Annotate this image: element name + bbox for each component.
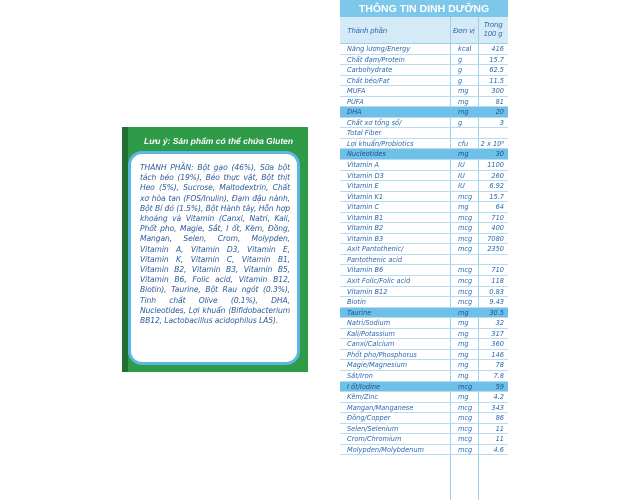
nutrient-name: Vitamin D3 — [347, 171, 384, 180]
nutrient-name: Chất xơ tổng số/ — [347, 118, 402, 127]
nutrient-unit: mcg — [458, 287, 473, 296]
ingredients-box — [128, 151, 300, 365]
nutrition-row — [340, 149, 508, 160]
nutrition-row — [340, 265, 508, 276]
nutrient-unit: mg — [458, 87, 469, 96]
nutrient-name: Mangan/Manganese — [347, 403, 414, 412]
nutrient-unit: IU — [458, 161, 465, 170]
nutrient-value: 300 — [491, 87, 504, 96]
nutrition-row — [340, 97, 508, 108]
nutrient-name: Vitamin B2 — [347, 224, 384, 233]
nutrition-row — [340, 171, 508, 182]
nutrition-row — [340, 192, 508, 203]
nutrient-unit: mcg — [458, 403, 473, 412]
nutrient-name: Vitamin C — [347, 203, 380, 212]
nutrient-name: PUFA — [347, 97, 364, 106]
nutrient-unit: mcg — [458, 192, 473, 201]
nutrient-unit: mcg — [458, 298, 473, 307]
nutrient-value: 0.83 — [489, 287, 504, 296]
nutrient-name: Total Fiber — [347, 129, 382, 138]
nutrient-unit: g — [458, 118, 463, 127]
nutrient-name: Vitamin B1 — [347, 213, 384, 222]
nutrient-value: 15.7 — [489, 192, 504, 201]
nutrition-row — [340, 403, 508, 414]
nutrition-table — [340, 0, 508, 500]
nutrient-value: 146 — [491, 350, 504, 359]
nutrition-row — [340, 318, 508, 329]
gluten-warning: Lưu ý: Sản phẩm có thể chứa Gluten — [144, 136, 294, 146]
nutrient-value: 710 — [491, 266, 504, 275]
nutrition-row — [340, 55, 508, 66]
nutrition-row — [340, 308, 508, 319]
nutrient-name: Vitamin K1 — [347, 192, 384, 201]
nutrition-row — [340, 371, 508, 382]
nutrition-row — [340, 234, 508, 245]
nutrition-row — [340, 44, 508, 55]
ingredients-panel — [122, 127, 308, 372]
nutrition-row — [340, 213, 508, 224]
nutrient-value: 2 x 10⁸ — [480, 139, 504, 148]
nutrient-unit: kcal — [458, 45, 472, 53]
nutrient-name: Lợi khuẩn/Probiotics — [347, 139, 414, 148]
nutrient-value: 343 — [491, 403, 504, 412]
nutrition-row — [340, 360, 508, 371]
nutrition-header-row — [340, 17, 508, 44]
nutrition-row — [340, 255, 508, 266]
nutrient-name: Vitamin B6 — [347, 266, 384, 275]
nutrient-name: Selen/Selenium — [347, 424, 399, 433]
nutrient-unit: mcg — [458, 234, 473, 243]
nutrition-row — [340, 382, 508, 393]
nutrient-value: 86 — [495, 414, 504, 423]
nutrient-unit: g — [458, 66, 463, 75]
nutrient-value: 7080 — [487, 234, 504, 243]
nutrient-unit: mg — [458, 371, 469, 380]
nutrient-value: 710 — [491, 213, 504, 222]
nutrition-row — [340, 76, 508, 87]
nutrient-name: DHA — [347, 108, 362, 117]
nutrient-unit: cfu — [458, 139, 469, 148]
nutrient-name: Taurine — [347, 308, 372, 317]
nutrient-value: 3 — [499, 118, 504, 127]
nutrient-name: Vitamin B3 — [347, 234, 384, 243]
nutrient-value: 260 — [491, 171, 504, 180]
nutrition-row — [340, 202, 508, 213]
nutrition-row — [340, 445, 508, 456]
nutrient-value: 32 — [495, 319, 504, 328]
nutrient-name: Pantothenic acid — [347, 255, 403, 264]
nutrient-name: Vitamin B12 — [347, 287, 388, 296]
nutrient-unit: mg — [458, 393, 469, 402]
nutrient-unit: mcg — [458, 435, 473, 444]
nutrient-name: Đồng/Copper — [347, 414, 391, 423]
nutrient-name: Vitamin E — [347, 182, 379, 191]
nutrient-unit: mcg — [458, 277, 473, 286]
header-name: Thành phần — [347, 26, 388, 35]
nutrition-title: THÔNG TIN DINH DƯỠNG — [340, 0, 508, 17]
nutrient-value: 30.5 — [489, 308, 504, 317]
nutrient-value: 30 — [495, 150, 504, 159]
nutrient-name: Nucleotides — [347, 150, 386, 159]
nutrient-name: Magie/Magnesium — [347, 361, 408, 370]
nutrition-row — [340, 287, 508, 298]
nutrition-row — [340, 128, 508, 139]
nutrient-value: 4.6 — [493, 445, 504, 454]
nutrient-unit: mcg — [458, 213, 473, 222]
nutrient-value: 62.5 — [489, 66, 504, 75]
nutrient-value: 6.92 — [489, 182, 504, 191]
nutrient-unit: mg — [458, 308, 469, 317]
nutrition-rows — [340, 44, 508, 455]
nutrient-name: Kali/Potassium — [347, 329, 395, 338]
nutrition-row — [340, 160, 508, 171]
nutrient-name: Vitamin A — [347, 161, 380, 170]
nutrient-unit: mcg — [458, 445, 473, 454]
nutrient-name: Canxi/Calcium — [347, 340, 395, 349]
nutrient-unit: mcg — [458, 266, 473, 275]
nutrient-unit: mcg — [458, 424, 473, 433]
ingredients-text: THÀNH PHẦN: Bột gạo (46%), Sữa bột tách béo (19%), Béo thực vật, Bột thịt Heo (5%), Sucrose, Maltodextrin, Chất xơ hòa tan (FOS/Inulin), Đạm đậu nành, Bột Bí đỏ (1.5%), Bột Hành tây, Hỗn hợp khoáng và Vitamin (Canxi, Natri, Kali, Phốt pho, Magie, Sắt, I ốt, Kẽm, Đồng, Mangan, Selen, Crom, Molypden, Vitamin A, Vitamin D3, Vitamin E, Vitamin K, Vitamin C, Vitamin B1, Vitamin B2, Vitamin B3, Vitamin B5, Vitamin B6, Folic acid, Vitamin B12, Biotin), Taurine, Bột Rau ngót (0.3%), Tinh chất Olive (0.1%), DHA, Nucleotides, Lợi khuẩn (Bifidobacterium BB12, Lactobacillus acidophilus LA5). — [140, 163, 290, 326]
nutrient-value: 59 — [495, 382, 504, 391]
nutrition-row — [340, 413, 508, 424]
nutrition-row — [340, 392, 508, 403]
nutrient-unit: mcg — [458, 382, 473, 391]
nutrition-row — [340, 139, 508, 150]
nutrient-value: 78 — [495, 361, 504, 370]
nutrient-name: Sắt/Iron — [347, 371, 373, 380]
nutrition-row — [340, 223, 508, 234]
nutrient-unit: g — [458, 76, 463, 85]
nutrient-unit: mcg — [458, 245, 473, 254]
nutrition-row — [340, 244, 508, 255]
nutrient-value: 360 — [491, 340, 504, 349]
nutrition-row — [340, 350, 508, 361]
nutrient-value: 317 — [491, 329, 504, 338]
nutrient-unit: IU — [458, 182, 465, 191]
nutrient-unit: mg — [458, 350, 469, 359]
nutrition-row — [340, 339, 508, 350]
header-value: Trong 100 g — [483, 20, 503, 38]
nutrition-row — [340, 434, 508, 445]
nutrient-value: 64 — [495, 203, 504, 212]
nutrient-name: Crom/Chromium — [347, 435, 402, 444]
nutrition-row — [340, 86, 508, 97]
nutrient-name: Phốt pho/Phosphorus — [347, 350, 417, 359]
nutrient-name: Kẽm/Zinc — [347, 393, 379, 402]
nutrient-unit: mg — [458, 361, 469, 370]
nutrient-unit: mg — [458, 150, 469, 159]
nutrient-value: 118 — [491, 277, 504, 286]
nutrition-row — [340, 118, 508, 129]
nutrient-value: 400 — [491, 224, 504, 233]
nutrient-name: Axit Pantothenic/ — [347, 245, 404, 254]
nutrient-unit: mcg — [458, 414, 473, 423]
nutrition-row — [340, 297, 508, 308]
nutrient-value: 9.43 — [489, 298, 504, 307]
nutrient-unit: mg — [458, 340, 469, 349]
nutrient-name: Biotin — [347, 298, 366, 307]
header-unit: Đơn vị — [453, 26, 475, 35]
nutrient-unit: IU — [458, 171, 465, 180]
nutrient-value: 11.5 — [489, 76, 504, 85]
nutrient-name: Molypden/Molybdenum — [347, 445, 424, 454]
nutrient-value: 81 — [495, 97, 504, 106]
nutrition-row — [340, 329, 508, 340]
nutrient-name: Natri/Sodium — [347, 319, 391, 328]
nutrient-value: 11 — [495, 435, 504, 444]
nutrient-name: Chất đạm/Protein — [347, 55, 405, 64]
nutrition-row — [340, 181, 508, 192]
nutrient-name: MUFA — [347, 87, 366, 96]
nutrition-row — [340, 65, 508, 76]
nutrient-unit: mg — [458, 203, 469, 212]
nutrition-row — [340, 424, 508, 435]
nutrient-unit: mg — [458, 319, 469, 328]
nutrient-unit: mg — [458, 108, 469, 117]
nutrient-name: Năng lượng/Energy — [347, 45, 411, 53]
nutrient-value: 2350 — [487, 245, 504, 254]
nutrient-name: Chất béo/Fat — [347, 76, 390, 85]
nutrition-row — [340, 107, 508, 118]
nutrient-unit: mg — [458, 97, 469, 106]
nutrient-name: Carbohydrate — [347, 66, 393, 75]
nutrient-unit: g — [458, 55, 463, 64]
nutrient-value: 11 — [495, 424, 504, 433]
nutrient-value: 15.7 — [489, 55, 504, 64]
nutrient-unit: mcg — [458, 224, 473, 233]
nutrient-name: Axit Folic/Folic acid — [347, 277, 411, 286]
nutrient-value: 416 — [491, 45, 504, 53]
nutrient-value: 7.8 — [493, 371, 504, 380]
nutrient-value: 20 — [495, 108, 504, 117]
nutrient-value: 4.2 — [493, 393, 504, 402]
nutrition-row — [340, 276, 508, 287]
nutrient-unit: mg — [458, 329, 469, 338]
nutrient-value: 1100 — [487, 161, 504, 170]
nutrient-name: I ốt/Iodine — [347, 382, 381, 391]
